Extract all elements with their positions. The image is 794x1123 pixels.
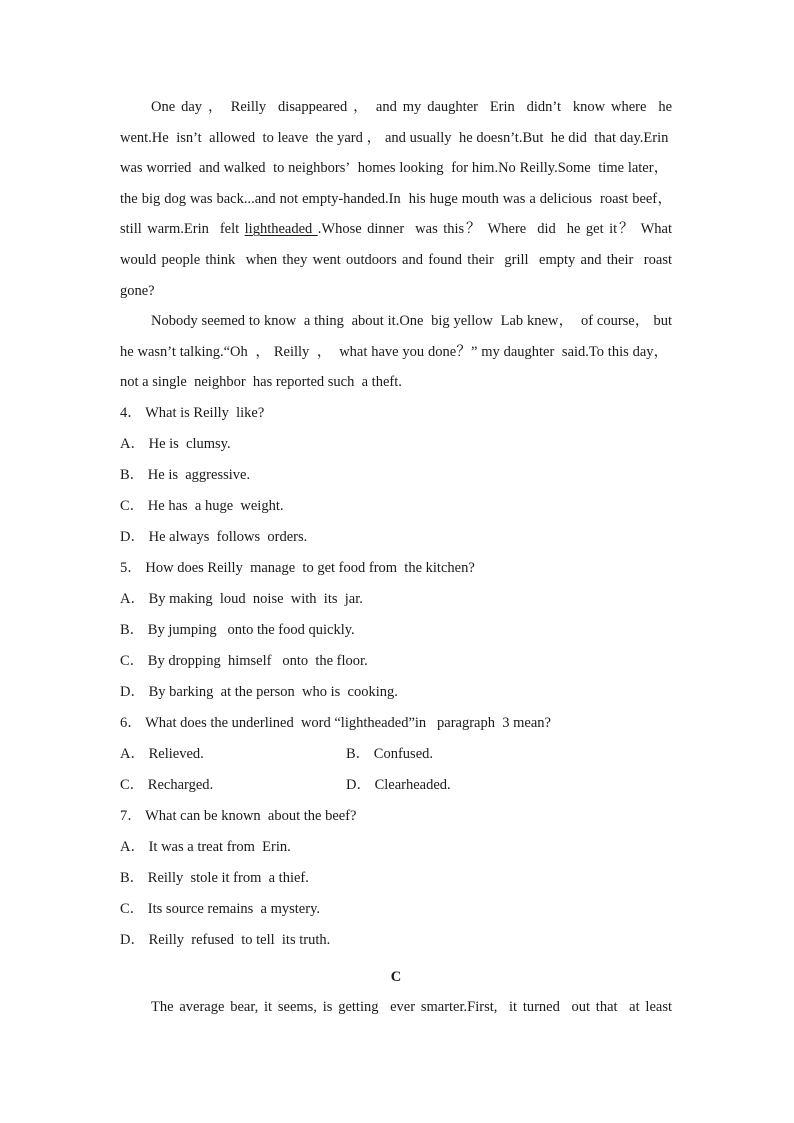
section-heading: C xyxy=(390,968,402,985)
section-c-paragraph-1: The average bear, it seems, is getting ever smarter.First, it turned out that at least xyxy=(151,998,672,1015)
option-d: D． By barking at the person who is cooking. xyxy=(120,683,398,700)
option-c: C． Its source remains a mystery. xyxy=(120,900,320,917)
option-b: B． Reilly stole it from a thief. xyxy=(120,869,309,886)
question-stem: 7． What can be known about the beef? xyxy=(120,807,357,824)
paragraph-text: .Whose dinner was this？ Where did he get it？ What would people think when they went outdoors and found their grill empty and their roast gone? xyxy=(120,221,672,299)
question-stem: 5． How does Reilly manage to get food from the kitchen? xyxy=(120,559,475,576)
option-c: C． By dropping himself onto the floor. xyxy=(120,652,368,669)
option-a: A． Relieved. xyxy=(120,745,204,762)
passage-paragraph-2: Nobody seemed to know a thing about it.One big yellow Lab knew， of course， but he wasn’t talking.“Oh ， Reilly ， what have you done？” my daughter said.To this day， not a single neighbor has reported such a theft. xyxy=(120,313,672,391)
option-d: D． Clearheaded. xyxy=(346,776,451,793)
option-row xyxy=(120,770,672,801)
question-6 xyxy=(120,708,672,801)
option-d: D． Reilly refused to tell its truth. xyxy=(120,931,331,948)
underlined-word: lightheaded xyxy=(244,221,318,238)
option-a: A． By making loud noise with its jar. xyxy=(120,590,363,607)
option-a: A． It was a treat from Erin. xyxy=(120,838,291,855)
question-5 xyxy=(120,553,672,708)
option-row xyxy=(120,739,672,770)
option-b: B． By jumping onto the food quickly. xyxy=(120,621,355,638)
option-d: D． He always follows orders. xyxy=(120,528,308,545)
paragraph-text: One day ， Reilly disappeared ， and my daughter Erin didn’t know where he went.He isn’t allowed to leave the yard ， and usually he doesn’t.But he did that day.Erin was worried and walked to neighbors’ homes looking for him.No Reilly.Some time later， the big dog was back...and not empty-handed.In his huge mouth was a delicious roast beef， still warm.Erin felt xyxy=(120,99,672,238)
question-4 xyxy=(120,398,672,553)
option-a: A． He is clumsy. xyxy=(120,435,231,452)
document-page xyxy=(120,92,672,1023)
question-7 xyxy=(120,801,672,956)
option-c: C． He has a huge weight. xyxy=(120,497,284,514)
question-stem: 6． What does the underlined word “lightheaded”in paragraph 3 mean? xyxy=(120,714,551,731)
passage-paragraph-1 xyxy=(120,92,672,306)
option-b: B． He is aggressive. xyxy=(120,466,251,483)
option-c: C． Recharged. xyxy=(120,776,214,793)
question-stem: 4． What is Reilly like? xyxy=(120,404,265,421)
option-b: B． Confused. xyxy=(346,745,433,762)
